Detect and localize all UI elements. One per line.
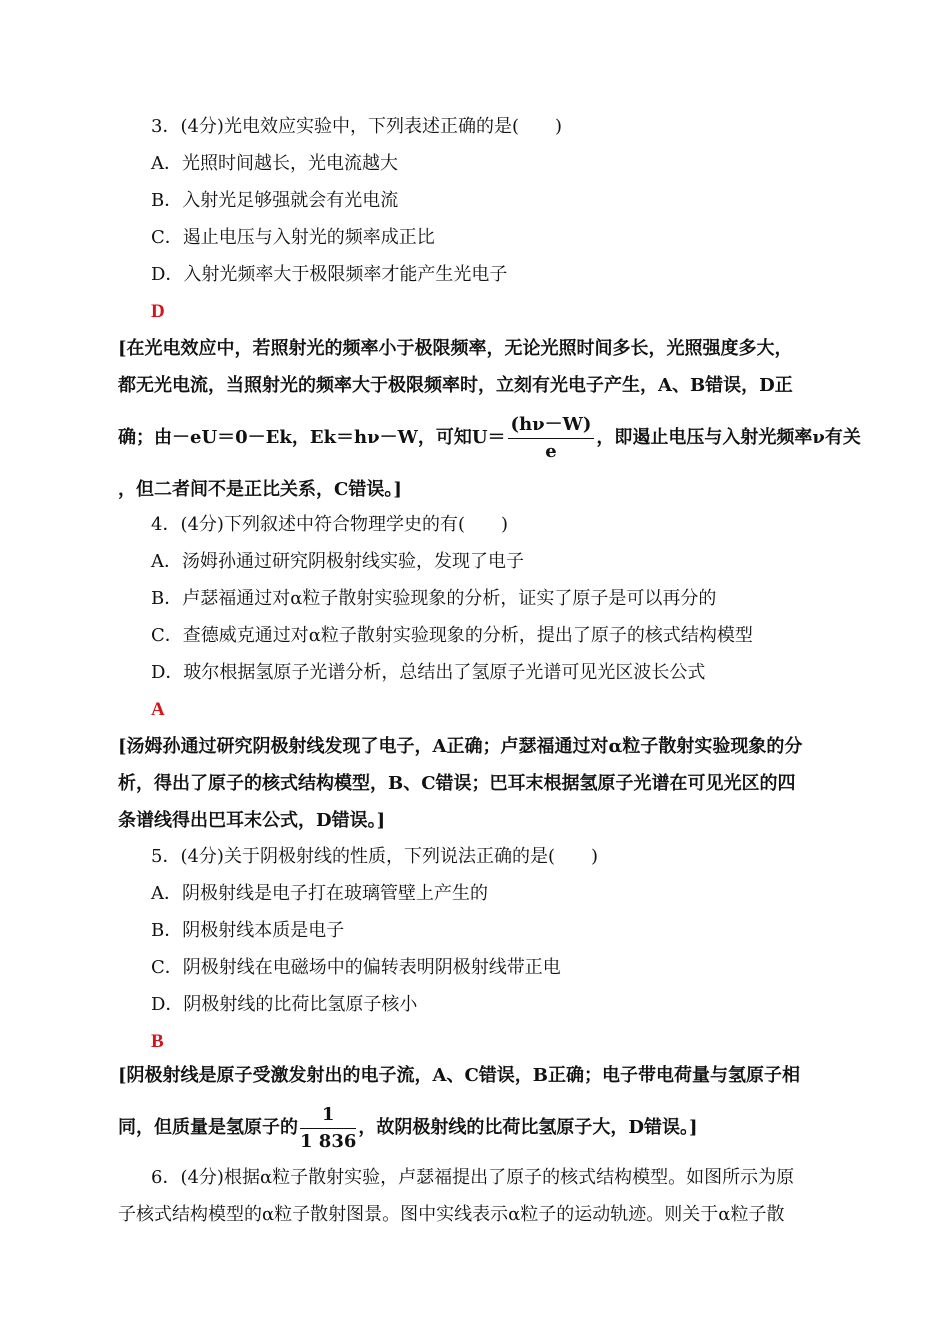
question-5-stem: 5．(4分)关于阴极射线的性质，下列说法正确的是( ) [151, 846, 598, 867]
question-5-option-b: B．阴极射线本质是电子 [151, 920, 345, 941]
formula-fraction [508, 414, 595, 463]
question-4-stem: 4．(4分)下列叙述中符合物理学史的有( ) [151, 514, 508, 535]
formula-suffix: ，即遏止电压与入射光频率ν有关 [596, 427, 861, 448]
question-5-formula-line [118, 1102, 698, 1154]
formula-prefix: 确；由－eU＝0－Ek，Ek＝hν－W，可知U＝ [118, 427, 506, 448]
question-4-explanation-line-2: 析，得出了原子的核式结构模型，B、C错误；巴耳末根据氢原子光谱在可见光区的四 [118, 773, 796, 794]
question-6-stem-line-1: 6．(4分)根据α粒子散射实验，卢瑟福提出了原子的核式结构模型。如图所示为原 [151, 1167, 795, 1188]
question-3-option-c: C．遏止电压与入射光的频率成正比 [151, 227, 435, 248]
question-3-answer: D [151, 301, 165, 322]
formula-fraction [300, 1104, 356, 1153]
question-6-stem-line-2: 子核式结构模型的α粒子散射图景。图中实线表示α粒子的运动轨迹。则关于α粒子散 [118, 1204, 785, 1225]
question-4-option-b: B．卢瑟福通过对α粒子散射实验现象的分析，证实了原子是可以再分的 [151, 588, 717, 609]
question-4-option-a: A．汤姆孙通过研究阴极射线实验，发现了电子 [151, 551, 524, 572]
fraction-numerator: (hν－W) [508, 414, 595, 439]
question-4-explanation-line-3: 条谱线得出巴耳末公式，D错误。] [118, 810, 386, 831]
question-3-explanation-line-4: ，但二者间不是正比关系，C错误。] [118, 479, 402, 500]
question-4-explanation-line-1: [汤姆孙通过研究阴极射线发现了电子，A正确；卢瑟福通过对α粒子散射实验现象的分 [118, 736, 803, 757]
question-3-option-b: B．入射光足够强就会有光电流 [151, 190, 399, 211]
question-3-formula-line [118, 412, 861, 464]
question-5-explanation-line-1: [阴极射线是原子受激发射出的电子流，A、C错误，B正确；电子带电荷量与氢原子相 [118, 1065, 801, 1086]
question-3-stem: 3．(4分)光电效应实验中，下列表述正确的是( ) [151, 116, 562, 137]
question-5-option-a: A．阴极射线是电子打在玻璃管壁上产生的 [151, 883, 488, 904]
formula-prefix: 同，但质量是氢原子的 [118, 1117, 298, 1138]
question-4-answer: A [151, 699, 165, 720]
question-3-explanation-line-1: [在光电效应中，若照射光的频率小于极限频率，无论光照时间多长，光照强度多大， [118, 338, 793, 359]
question-3-option-a: A．光照时间越长，光电流越大 [151, 153, 398, 174]
question-4-option-c: C．查德威克通过对α粒子散射实验现象的分析，提出了原子的核式结构模型 [151, 625, 753, 646]
question-5-option-d: D．阴极射线的比荷比氢原子核小 [151, 994, 418, 1015]
question-3-option-d: D．入射光频率大于极限频率才能产生光电子 [151, 264, 508, 285]
fraction-numerator: 1 [300, 1104, 356, 1129]
question-5-option-c: C．阴极射线在电磁场中的偏转表明阴极射线带正电 [151, 957, 561, 978]
question-4-option-d: D．玻尔根据氢原子光谱分析，总结出了氢原子光谱可见光区波长公式 [151, 662, 706, 683]
fraction-denominator: 1 836 [300, 1130, 357, 1152]
question-3-explanation-line-2: 都无光电流，当照射光的频率大于极限频率时，立刻有光电子产生，A、B错误，D正 [118, 375, 793, 396]
formula-suffix: ，故阴极射线的比荷比氢原子大，D错误。] [358, 1117, 698, 1138]
question-5-answer: B [151, 1031, 164, 1052]
fraction-denominator: e [545, 440, 557, 462]
